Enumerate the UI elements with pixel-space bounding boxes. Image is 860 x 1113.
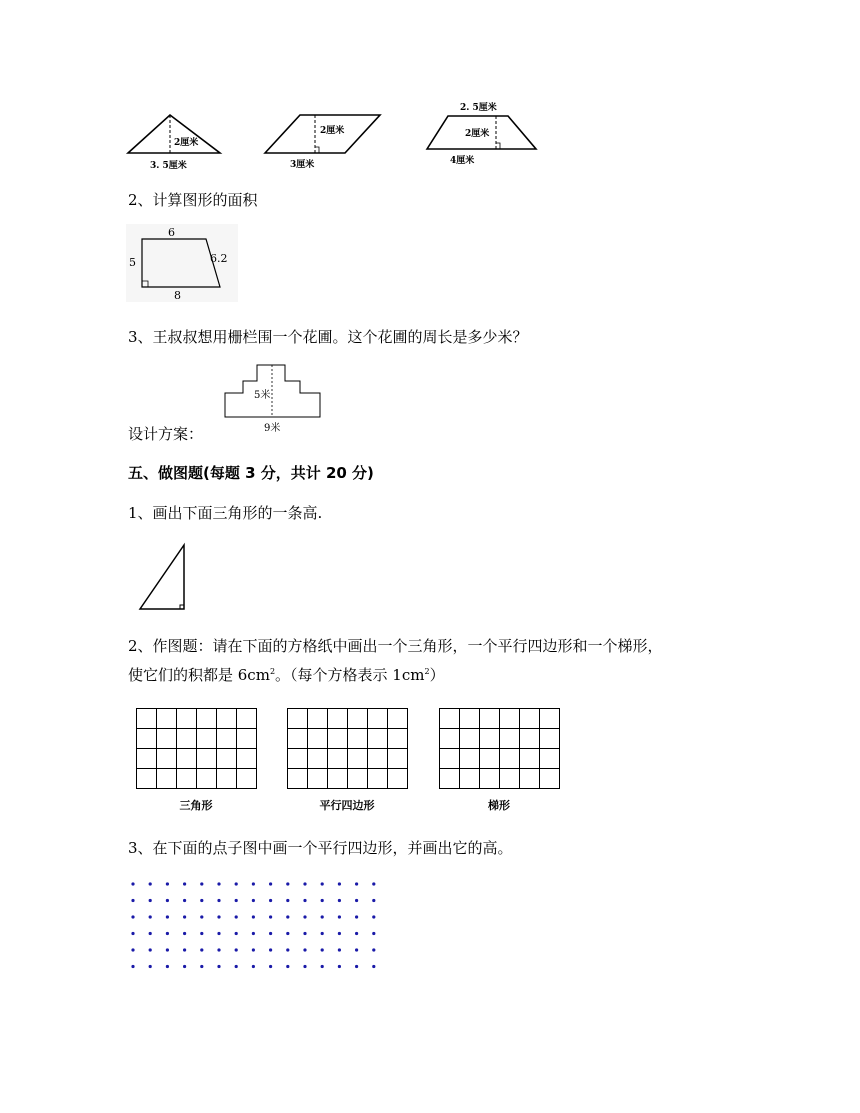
grid-dot xyxy=(355,882,358,885)
grid-dot xyxy=(372,948,375,951)
trapezoid-height-label: 2厘米 xyxy=(465,129,490,139)
parallelogram-base-label: 3厘米 xyxy=(290,160,315,170)
parallelogram-figure xyxy=(265,115,380,170)
grid-dot xyxy=(149,882,152,885)
shapes-row xyxy=(120,95,550,175)
grid-dot xyxy=(235,899,238,902)
grid-dot xyxy=(200,899,203,902)
grid-dot xyxy=(183,915,186,918)
grid-dot xyxy=(372,965,375,968)
q3-text: 3、王叔叔想用栅栏围一个花圃。这个花圃的周长是多少米？ xyxy=(128,328,528,346)
grid-dot xyxy=(321,899,324,902)
triangle-figure xyxy=(128,115,220,171)
grid-dot xyxy=(286,915,289,918)
grid-dot xyxy=(217,882,220,885)
grid-dot xyxy=(217,915,220,918)
p2-line2-a: 使它们的积都是 6cm xyxy=(128,666,270,684)
grid-dot xyxy=(166,915,169,918)
grid-dot xyxy=(252,932,255,935)
triangle-base-label: 3. 5厘米 xyxy=(150,161,187,171)
grid-dot xyxy=(338,882,341,885)
grid-dot xyxy=(252,899,255,902)
grid-dot xyxy=(200,948,203,951)
grid-dot xyxy=(303,932,306,935)
grid-dot xyxy=(252,882,255,885)
grid-dot xyxy=(269,899,272,902)
grid-dot xyxy=(166,899,169,902)
grid-dot xyxy=(183,965,186,968)
grid-dot xyxy=(321,915,324,918)
grid-dot xyxy=(338,915,341,918)
grid-dot xyxy=(355,899,358,902)
grid-caption-parallelogram: 平行四边形 xyxy=(319,799,375,812)
grid-dot xyxy=(355,965,358,968)
grid-dot xyxy=(235,882,238,885)
triangle-height-label: 2厘米 xyxy=(174,138,199,148)
grid-trapezoid xyxy=(439,708,560,789)
grid-dot xyxy=(338,899,341,902)
grid-dot xyxy=(269,965,272,968)
right-triangle-figure xyxy=(136,542,192,614)
trapezoid-base-label: 4厘米 xyxy=(450,156,475,166)
grid-caption-triangle: 三角形 xyxy=(179,799,213,812)
grid-dot xyxy=(149,948,152,951)
grid-dot xyxy=(183,899,186,902)
p2-sup-b: 2 xyxy=(424,667,430,676)
grid-dot xyxy=(183,882,186,885)
grid-dot xyxy=(235,965,238,968)
grid-dot xyxy=(217,899,220,902)
grid-dot xyxy=(303,915,306,918)
q3-height-label: 5米 xyxy=(254,390,271,401)
grid-dot xyxy=(217,932,220,935)
grid-triangle xyxy=(136,708,257,789)
grid-dot xyxy=(200,932,203,935)
grid-dot xyxy=(372,882,375,885)
p2-line1: 2、作图题：请在下面的方格纸中画出一个三角形，一个平行四边形和一个梯形， xyxy=(128,637,663,655)
grid-dot xyxy=(149,932,152,935)
grid-dot xyxy=(303,965,306,968)
q3-width-label: 9米 xyxy=(264,423,281,434)
grid-dot xyxy=(131,965,134,968)
grid-dot xyxy=(131,915,134,918)
grid-parallelogram xyxy=(287,708,408,789)
grid-dot xyxy=(286,948,289,951)
grid-dot xyxy=(338,932,341,935)
grid-dot xyxy=(303,948,306,951)
p1-text: 1、画出下面三角形的一条高. xyxy=(128,504,323,522)
grid-dot xyxy=(183,932,186,935)
grid-dot xyxy=(200,915,203,918)
grid-dot xyxy=(269,915,272,918)
p2-line2-b: 。（每个方格表示 1cm xyxy=(275,666,425,684)
grid-dot xyxy=(269,932,272,935)
grid-dot xyxy=(321,948,324,951)
grid-dot xyxy=(166,932,169,935)
grid-dot xyxy=(269,948,272,951)
q3-figure xyxy=(222,360,327,435)
grid-dot xyxy=(303,899,306,902)
grid-dot xyxy=(200,965,203,968)
grid-dot xyxy=(217,948,220,951)
grid-dot xyxy=(286,932,289,935)
p3-text: 3、在下面的点子图中画一个平行四边形，并画出它的高。 xyxy=(128,839,513,857)
p2-line2 xyxy=(128,662,445,685)
q2-top-label: 6 xyxy=(168,226,175,239)
p2-sup-a: 2 xyxy=(269,667,276,676)
grid-dot xyxy=(372,915,375,918)
grid-dot xyxy=(252,915,255,918)
grid-dot xyxy=(131,932,134,935)
design-plan-label: 设计方案： xyxy=(128,425,204,443)
q2-figure xyxy=(126,224,238,302)
grid-dot xyxy=(200,882,203,885)
grid-dot xyxy=(286,882,289,885)
grid-dot xyxy=(286,899,289,902)
grid-dot xyxy=(338,965,341,968)
grid-dot xyxy=(303,882,306,885)
p2-line2-c: ） xyxy=(429,666,445,684)
grid-dot xyxy=(235,948,238,951)
trapezoid-top-label: 2. 5厘米 xyxy=(460,103,497,113)
grid-dot xyxy=(252,948,255,951)
q2-text: 2、计算图形的面积 xyxy=(128,191,258,209)
grid-dot xyxy=(183,948,186,951)
q2-right-label: 6.2 xyxy=(210,252,228,265)
grid-dot xyxy=(166,948,169,951)
dot-grid xyxy=(128,878,384,972)
section-title: 五、做图题(每题 3 分，共计 20 分) xyxy=(128,464,374,482)
parallelogram-height-label: 2厘米 xyxy=(320,126,345,136)
grid-dot xyxy=(372,899,375,902)
grid-dot xyxy=(321,932,324,935)
grid-dot xyxy=(355,932,358,935)
q2-bottom-label: 8 xyxy=(174,289,181,302)
grid-dot xyxy=(149,915,152,918)
grid-dot xyxy=(269,882,272,885)
grid-dot xyxy=(131,882,134,885)
grid-dot xyxy=(131,948,134,951)
grid-dot xyxy=(338,948,341,951)
grid-dot xyxy=(372,932,375,935)
grid-dot xyxy=(131,899,134,902)
grid-dot xyxy=(149,965,152,968)
trapezoid-figure xyxy=(427,101,536,166)
q2-left-label: 5 xyxy=(129,256,136,269)
grid-dot xyxy=(355,948,358,951)
grid-dot xyxy=(321,965,324,968)
grid-dot xyxy=(355,915,358,918)
grid-dot xyxy=(149,899,152,902)
grid-dot xyxy=(235,915,238,918)
grid-dot xyxy=(252,965,255,968)
grid-caption-trapezoid: 梯形 xyxy=(488,799,510,812)
grid-dot xyxy=(217,965,220,968)
grid-dot xyxy=(166,882,169,885)
grid-dot xyxy=(166,965,169,968)
grid-dot xyxy=(321,882,324,885)
grid-dot xyxy=(235,932,238,935)
grid-dot xyxy=(286,965,289,968)
